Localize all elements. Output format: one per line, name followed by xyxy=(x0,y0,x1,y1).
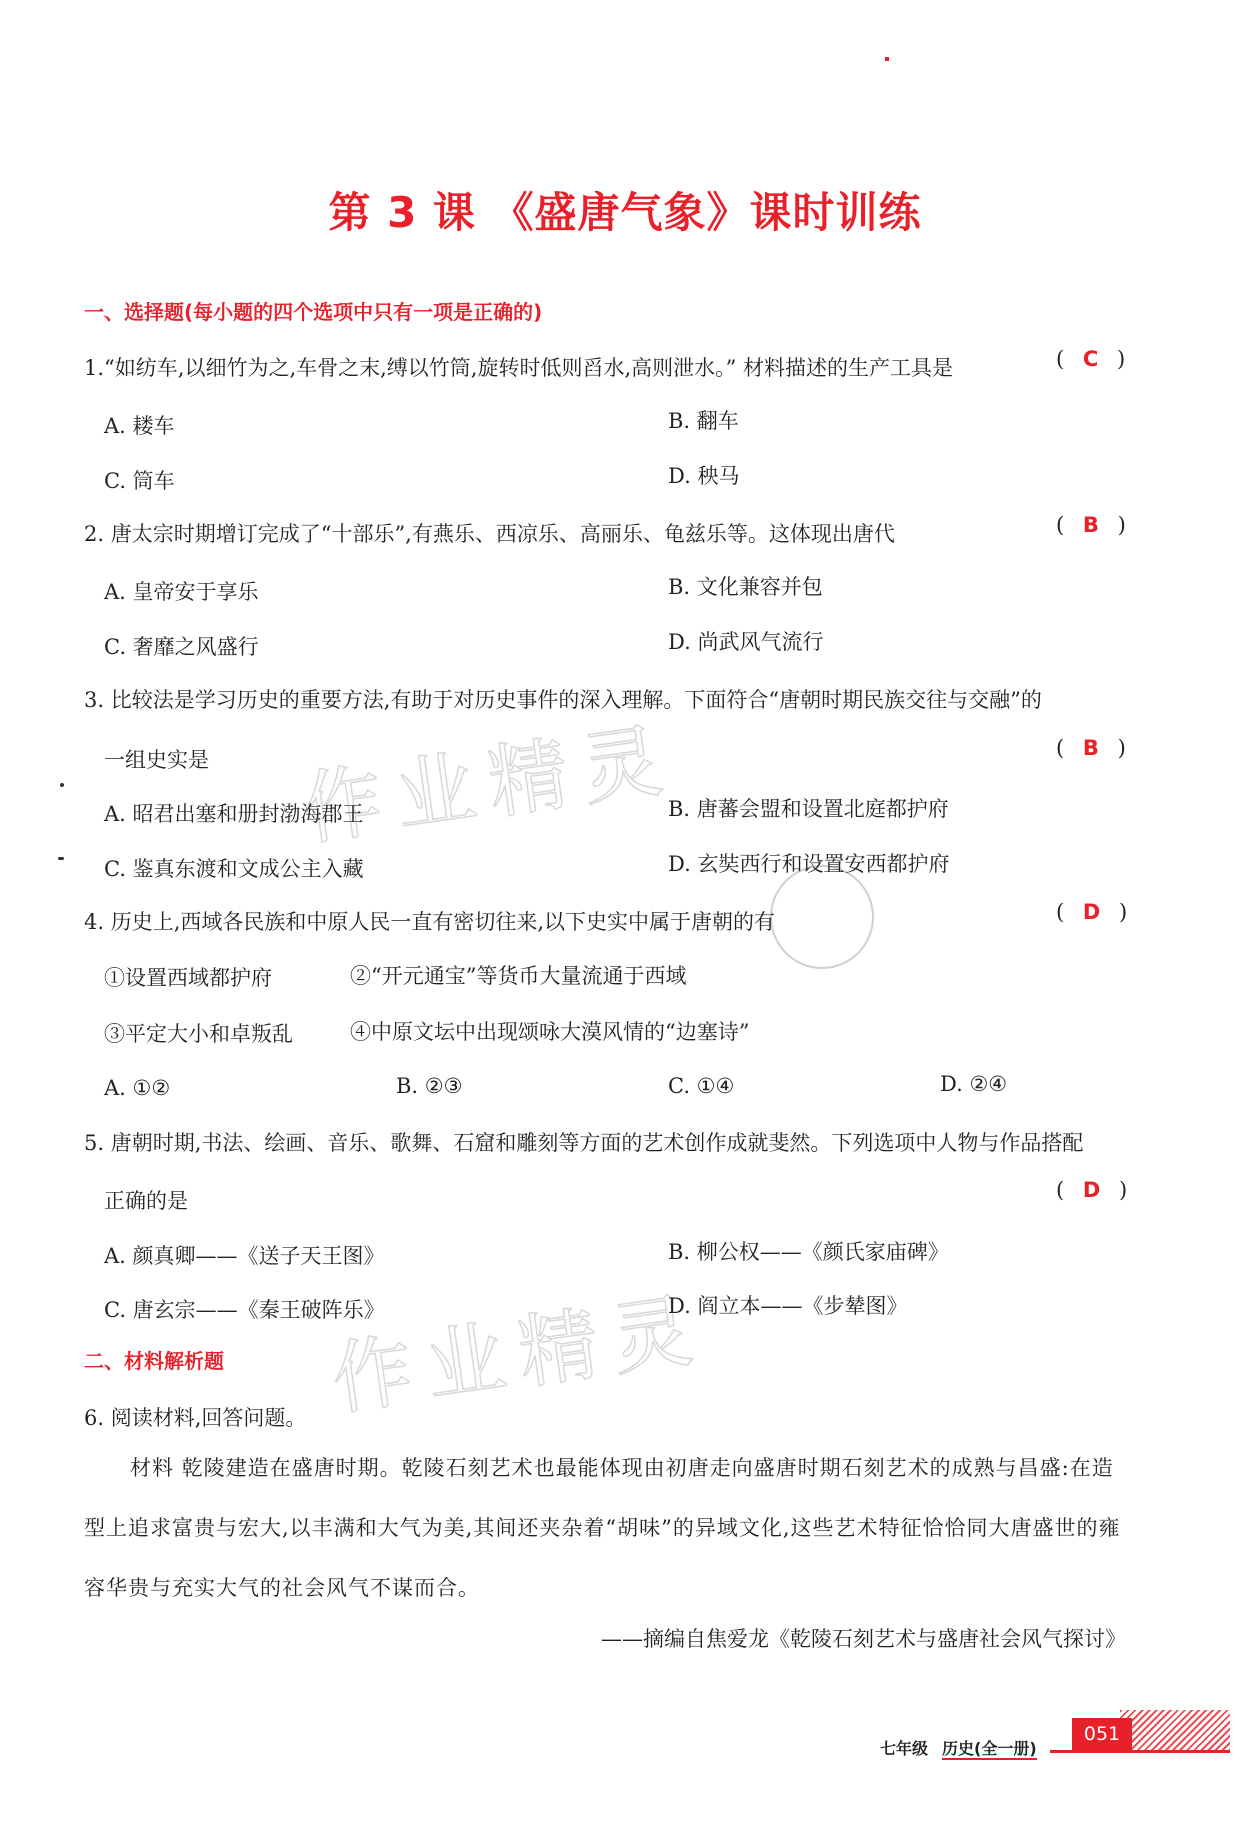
answer-mark: B xyxy=(1082,736,1099,760)
question-1-stem: 1.“如纺车,以细竹为之,车骨之末,缚以竹筒,旋转时低则舀水,高则泄水。” 材料描述的生产工具是 xyxy=(84,356,954,380)
footer-decoration xyxy=(1120,1710,1230,1750)
footer-book: 历史(全一册) xyxy=(942,1739,1037,1758)
statement-item: ③平定大小和卓叛乱 xyxy=(104,1022,293,1046)
question-1-answer: ( C ) xyxy=(1056,347,1126,371)
option: D. ②④ xyxy=(940,1072,1008,1096)
option: B. 翻车 xyxy=(668,409,739,433)
question-4-stem: 4. 历史上,西域各民族和中原人民一直有密切往来,以下史实中属于唐朝的有 xyxy=(84,910,776,934)
ink-dot xyxy=(60,783,64,787)
option: D. 秧马 xyxy=(668,464,740,488)
option: D. 玄奘西行和设置安西都护府 xyxy=(668,852,950,876)
option: B. 唐蕃会盟和设置北庭都护府 xyxy=(668,797,949,821)
option: C. 奢靡之风盛行 xyxy=(104,635,259,659)
option: A. 皇帝安于享乐 xyxy=(104,580,259,604)
watermark: 作业精灵 xyxy=(296,712,682,857)
section-heading-choice: 一、选择题(每小题的四个选项中只有一项是正确的) xyxy=(84,300,543,324)
answer-mark: C xyxy=(1082,347,1099,371)
answer-mark: D xyxy=(1082,1178,1101,1202)
option: C. ①④ xyxy=(668,1074,735,1098)
question-2-answer: ( B ) xyxy=(1056,513,1126,537)
question-3-answer: ( B ) xyxy=(1056,736,1126,760)
question-3-stem-cont: 一组史实是 xyxy=(104,748,209,772)
option: C. 唐玄宗——《秦王破阵乐》 xyxy=(104,1298,385,1322)
reading-material: 材料 乾陵建造在盛唐时期。乾陵石刻艺术也最能体现由初唐走向盛唐时期石刻艺术的成熟与昌盛:在造型上追求富贵与宏大,以丰满和大气为美,其间还夹杂着“胡味”的异域文化,这些艺术特征恰恰同大唐盛世的雍容华贵与充实大气的社会风气不谋而合。 xyxy=(84,1456,1121,1600)
ink-dot xyxy=(885,57,889,61)
question-5-answer: ( D ) xyxy=(1056,1178,1128,1202)
stamp-mark xyxy=(770,865,874,969)
option: D. 阎立本——《步辇图》 xyxy=(668,1294,908,1318)
page-title: 第 3 课 《盛唐气象》课时训练 xyxy=(328,188,922,237)
footer-grade: 七年级 xyxy=(880,1739,929,1758)
answer-mark: D xyxy=(1082,900,1101,924)
option: A. 颜真卿——《送子天王图》 xyxy=(104,1244,385,1268)
question-3-stem: 3. 比较法是学习历史的重要方法,有助于对历史事件的深入理解。下面符合“唐朝时期民族交往与交融”的 xyxy=(84,688,1042,712)
statement-item: ①设置西域都护府 xyxy=(104,966,272,990)
ink-dot xyxy=(58,857,64,860)
section-heading-analysis: 二、材料解析题 xyxy=(84,1349,224,1373)
option: B. 文化兼容并包 xyxy=(668,575,823,599)
question-5-stem: 5. 唐朝时期,书法、绘画、音乐、歌舞、石窟和雕刻等方面的艺术创作成就斐然。下列选项中人物与作品搭配 xyxy=(84,1131,1084,1155)
answer-mark: B xyxy=(1082,513,1099,537)
option: C. 鉴真东渡和文成公主入藏 xyxy=(104,857,364,881)
question-5-stem-cont: 正确的是 xyxy=(104,1189,188,1213)
option: A. ①② xyxy=(104,1076,171,1100)
statement-item: ④中原文坛中出现颂咏大漠风情的“边塞诗” xyxy=(350,1020,750,1044)
option: C. 筒车 xyxy=(104,469,175,493)
option: A. 耧车 xyxy=(104,414,175,438)
option: B. ②③ xyxy=(396,1074,463,1098)
material-source: ——摘编自焦爱龙《乾陵石刻艺术与盛唐社会风气探讨》 xyxy=(601,1627,1126,1651)
option: D. 尚武风气流行 xyxy=(668,630,824,654)
question-6-stem: 6. 阅读材料,回答问题。 xyxy=(84,1406,307,1430)
option: B. 柳公权——《颜氏家庙碑》 xyxy=(668,1240,949,1264)
statement-item: ②“开元通宝”等货币大量流通于西域 xyxy=(350,964,687,988)
option: A. 昭君出塞和册封渤海郡王 xyxy=(104,802,364,826)
question-4-answer: ( D ) xyxy=(1056,900,1128,924)
footer-rule xyxy=(1050,1750,1230,1753)
watermark: 作业精灵 xyxy=(326,1282,712,1427)
footer-book-info xyxy=(880,1736,1037,1759)
page-number: 051 xyxy=(1072,1718,1132,1750)
question-2-stem: 2. 唐太宗时期增订完成了“十部乐”,有燕乐、西凉乐、高丽乐、龟兹乐等。这体现出唐代 xyxy=(84,522,895,546)
